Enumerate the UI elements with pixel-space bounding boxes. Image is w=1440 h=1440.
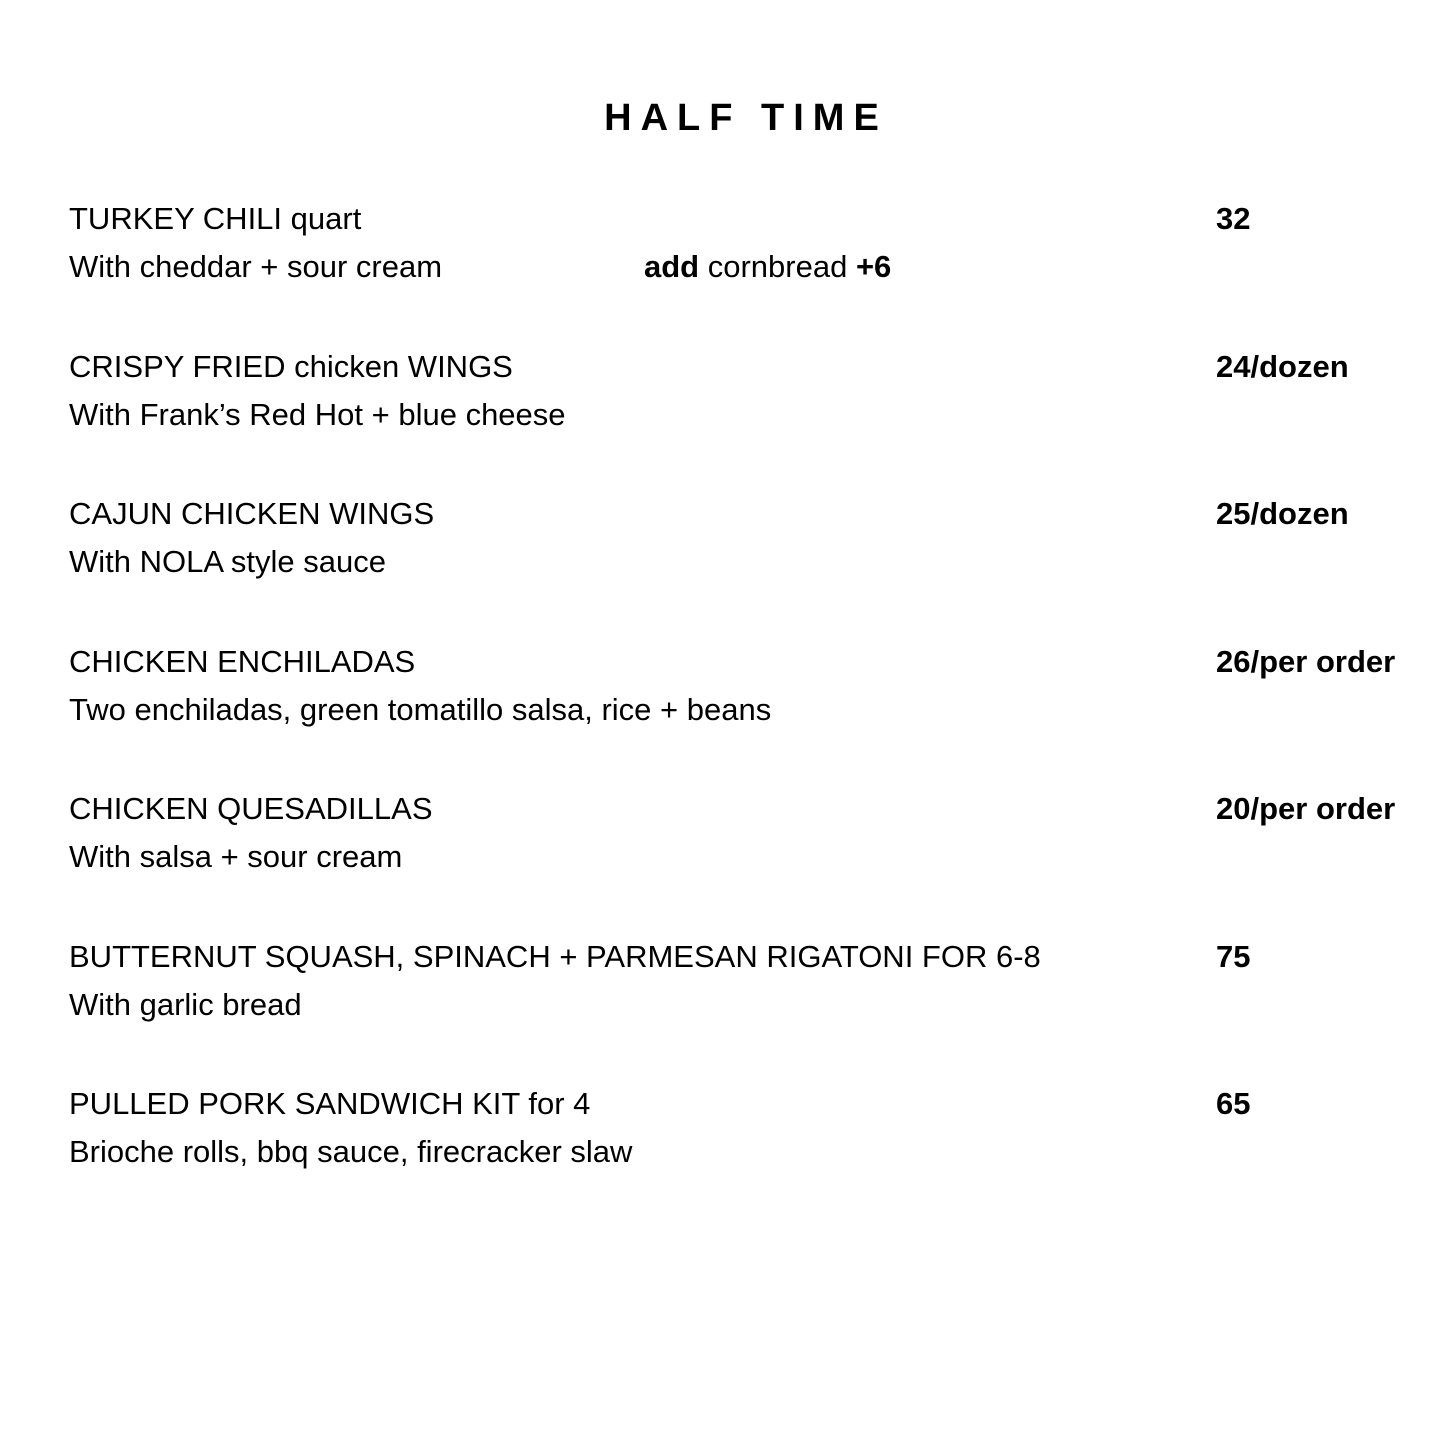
item-addon — [644, 243, 891, 291]
menu-item — [69, 638, 1440, 786]
menu-item — [69, 195, 1440, 343]
menu-item — [69, 343, 1440, 491]
item-name: PULLED PORK SANDWICH KIT for 4 — [69, 1086, 591, 1121]
menu-item — [69, 1080, 1440, 1228]
item-name: CRISPY FRIED chicken WINGS — [69, 348, 513, 384]
item-name: BUTTERNUT SQUASH, SPINACH + PARMESAN RIGATONI FOR 6-8 — [69, 938, 1041, 974]
item-price: 75 — [1216, 938, 1251, 974]
item-price: 24/dozen — [1216, 348, 1349, 384]
item-price: 26/per order — [1216, 643, 1396, 679]
item-description: With NOLA style sauce — [69, 544, 387, 579]
menu-item — [69, 933, 1440, 1081]
menu-item — [69, 490, 1440, 638]
addon-text: cornbread — [699, 249, 856, 284]
addon-amount: +6 — [855, 249, 892, 284]
item-price: 20/per order — [1216, 791, 1396, 826]
item-description: With garlic bread — [69, 986, 302, 1022]
menu-item — [69, 785, 1440, 933]
item-description: With Frank’s Red Hot + blue cheese — [69, 396, 566, 432]
item-name: CHICKEN QUESADILLAS — [69, 791, 433, 826]
item-name: CHICKEN ENCHILADAS — [69, 643, 416, 679]
item-name: TURKEY CHILI quart — [69, 201, 362, 236]
item-description: With salsa + sour cream — [69, 839, 403, 874]
item-name: CAJUN CHICKEN WINGS — [69, 496, 435, 531]
menu-title: HALF TIME — [604, 97, 888, 139]
item-description: Two enchiladas, green tomatillo salsa, rice + beans — [69, 691, 772, 727]
item-description: With cheddar + sour cream — [69, 249, 443, 284]
item-price: 65 — [1216, 1086, 1251, 1121]
item-price: 32 — [1216, 201, 1251, 236]
item-price: 25/dozen — [1216, 496, 1349, 531]
item-description: Brioche rolls, bbq sauce, firecracker slaw — [69, 1134, 633, 1169]
menu-list — [69, 195, 1440, 1228]
addon-prefix: add — [644, 249, 700, 284]
